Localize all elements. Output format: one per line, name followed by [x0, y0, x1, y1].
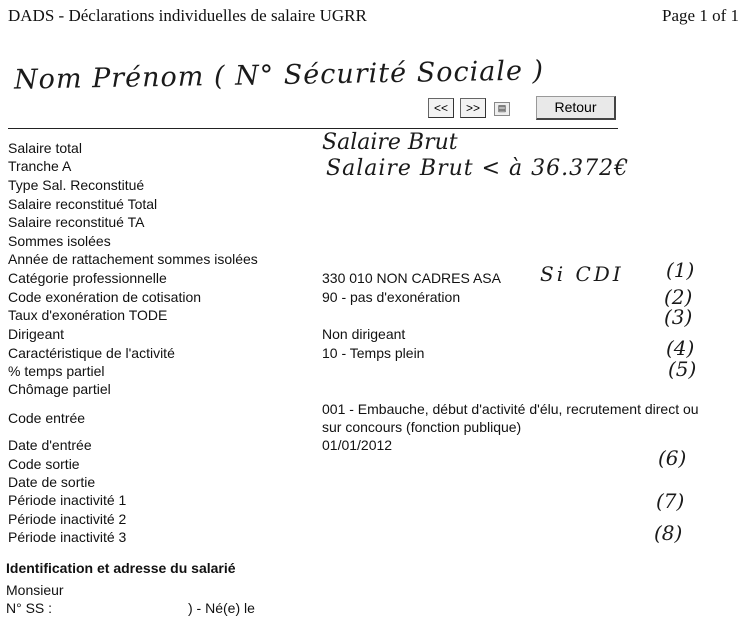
label-date-sortie: Date de sortie — [8, 474, 96, 490]
previous-button[interactable]: << — [428, 98, 454, 118]
next-button[interactable]: >> — [460, 98, 486, 118]
handwritten-note-6: (6) — [658, 446, 687, 470]
label-chomage-partiel: Chômage partiel — [8, 381, 111, 397]
label-date-entree: Date d'entrée — [8, 437, 92, 453]
label-temps-partiel: % temps partiel — [8, 363, 105, 379]
label-salaire-total: Salaire total — [8, 140, 82, 156]
label-periode-inactivite-3: Période inactivité 3 — [8, 529, 127, 545]
handwritten-salaire-brut: Salaire Brut — [322, 130, 458, 155]
label-dirigeant: Dirigeant — [8, 326, 65, 342]
nss-label: N° SS : — [6, 600, 53, 616]
handwritten-name: Nom Prénom ( N° Sécurité Sociale ) — [13, 55, 545, 96]
page-number: Page 1 of 1 — [662, 6, 739, 25]
label-annee-rattachement: Année de rattachement sommes isolées — [8, 251, 258, 267]
value-date-entree: 01/01/2012 — [322, 437, 393, 453]
label-type-sal-reconstitue: Type Sal. Reconstitué — [8, 177, 145, 193]
label-salaire-reconstitue-ta: Salaire reconstitué TA — [8, 214, 145, 230]
value-categorie-professionnelle: 330 010 NON CADRES ASA — [322, 270, 501, 286]
nss-birth-suffix: ) - Né(e) le — [188, 600, 255, 616]
handwritten-note-8: (8) — [654, 521, 683, 545]
section-identification-title: Identification et adresse du salarié — [6, 560, 236, 576]
handwritten-note-3: (3) — [664, 305, 693, 329]
value-code-entree-line2: sur concours (fonction publique) — [322, 419, 522, 435]
value-code-entree: 001 - Embauche, début d'activité d'élu, recrutement direct ou — [322, 401, 699, 417]
value-dirigeant: Non dirigeant — [322, 326, 406, 342]
label-caracteristique-activite: Caractéristique de l'activité — [8, 345, 175, 361]
handwritten-note-7: (7) — [656, 489, 685, 513]
label-tranche-a: Tranche A — [8, 158, 72, 174]
handwritten-note-1: (1) — [666, 258, 695, 282]
label-periode-inactivite-1: Période inactivité 1 — [8, 492, 127, 508]
value-code-exoneration: 90 - pas d'exonération — [322, 289, 461, 305]
print-icon[interactable]: ▤ — [494, 102, 510, 116]
label-code-entree: Code entrée — [8, 410, 86, 426]
document-title: DADS - Déclarations individuelles de salaire UGRR — [8, 6, 367, 25]
civilite: Monsieur — [6, 582, 64, 598]
label-taux-exoneration: Taux d'exonération TODE — [8, 307, 168, 323]
label-code-exoneration: Code exonération de cotisation — [8, 289, 202, 305]
label-sommes-isolees: Sommes isolées — [8, 233, 111, 249]
navigation-bar — [428, 96, 628, 122]
handwritten-si-cdi: Si CDI — [540, 262, 624, 286]
handwritten-note-2: (2) — [664, 285, 693, 309]
handwritten-note-5: (5) — [668, 357, 697, 381]
label-categorie-professionnelle: Catégorie professionnelle — [8, 270, 167, 286]
retour-button[interactable]: Retour — [536, 96, 616, 120]
handwritten-tranche-a: Salaire Brut < à 36.372€ — [326, 156, 630, 181]
label-code-sortie: Code sortie — [8, 456, 80, 472]
value-caracteristique-activite: 10 - Temps plein — [322, 345, 425, 361]
label-salaire-reconstitue-total: Salaire reconstitué Total — [8, 196, 158, 212]
header-divider — [8, 128, 618, 129]
label-periode-inactivite-2: Période inactivité 2 — [8, 511, 127, 527]
handwritten-note-4: (4) — [666, 336, 695, 360]
